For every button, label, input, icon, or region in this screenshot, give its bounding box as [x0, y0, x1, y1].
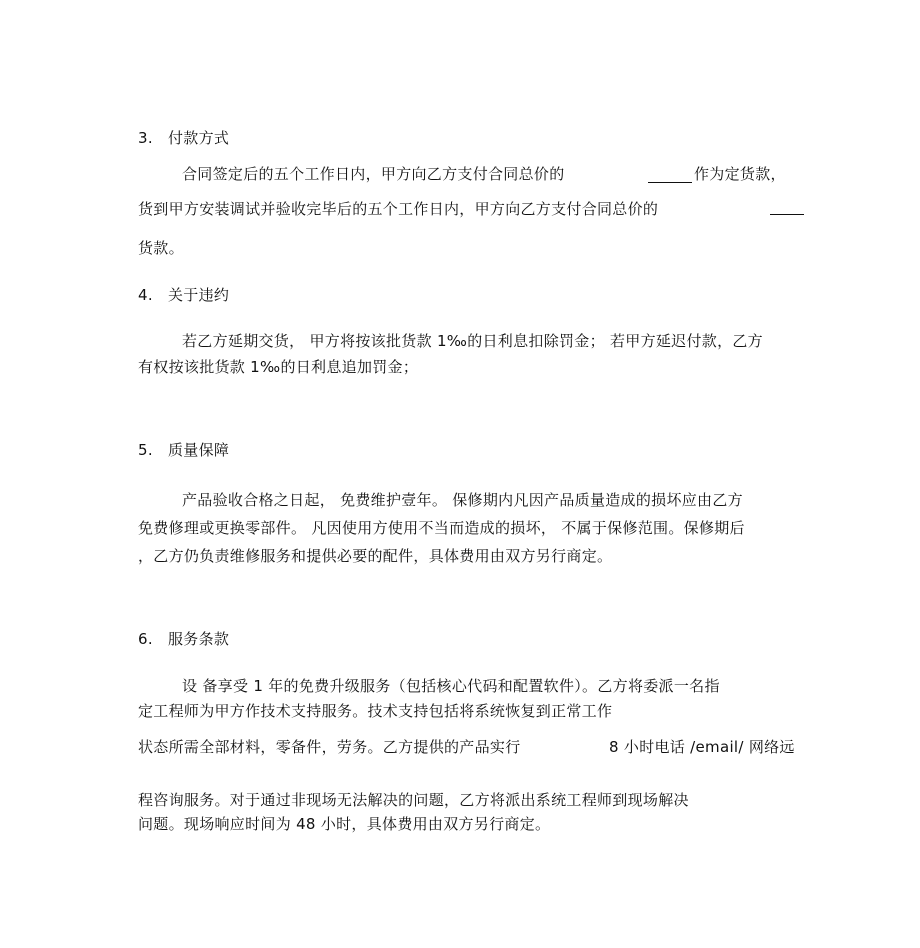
paragraph-line: 定工程师为甲方作技术支持服务。技术支持包括将系统恢复到正常工作 — [138, 702, 613, 720]
fill-blank — [648, 182, 692, 183]
paragraph-line: 货款。 — [138, 239, 184, 257]
paragraph-line: 8 小时电话 /email/ 网络远 — [609, 738, 795, 756]
paragraph-line: 免费修理或更换零部件。 凡因使用方使用不当而造成的损坏， 不属于保修范围。保修期后 — [138, 519, 745, 537]
paragraph-line: 设 备享受 1 年的免费升级服务（包括核心代码和配置软件）。乙方将委派一名指 — [182, 677, 720, 695]
section-5-heading — [138, 440, 229, 460]
section-number: 6. — [138, 630, 153, 648]
section-title: 关于违约 — [168, 286, 230, 304]
paragraph-line: 程咨询服务。对于通过非现场无法解决的问题，乙方将派出系统工程师到现场解决 — [138, 791, 689, 809]
section-title: 付款方式 — [168, 129, 230, 147]
section-title: 服务条款 — [168, 630, 230, 648]
paragraph-line: 合同签定后的五个工作日内，甲方向乙方支付合同总价的 — [182, 165, 565, 183]
paragraph-line: 有权按该批货款 1‰的日利息追加罚金； — [138, 358, 419, 376]
paragraph-line: 产品验收合格之日起， 免费维护壹年。 保修期内凡因产品质量造成的损坏应由乙方 — [182, 491, 743, 509]
paragraph-line: 作为定货款， — [694, 165, 786, 183]
fill-blank — [770, 214, 804, 215]
section-number: 4. — [138, 286, 153, 304]
section-6-heading — [138, 629, 229, 649]
paragraph-line: 若乙方延期交货， 甲方将按该批货款 1‰的日利息扣除罚金； 若甲方延迟付款，乙方 — [182, 332, 763, 350]
paragraph-line: 货到甲方安装调试并验收完毕后的五个工作日内，甲方向乙方支付合同总价的 — [138, 200, 659, 218]
paragraph-line: ，乙方仍负责维修服务和提供必要的配件，具体费用由双方另行商定。 — [138, 547, 613, 565]
section-3-heading — [138, 128, 229, 148]
paragraph-line: 状态所需全部材料，零备件，劳务。乙方提供的产品实行 — [138, 738, 521, 756]
section-number: 5. — [138, 441, 153, 459]
section-4-heading — [138, 285, 229, 305]
section-number: 3. — [138, 129, 153, 147]
paragraph-line: 问题。现场响应时间为 48 小时，具体费用由双方另行商定。 — [138, 815, 551, 833]
section-title: 质量保障 — [168, 441, 230, 459]
